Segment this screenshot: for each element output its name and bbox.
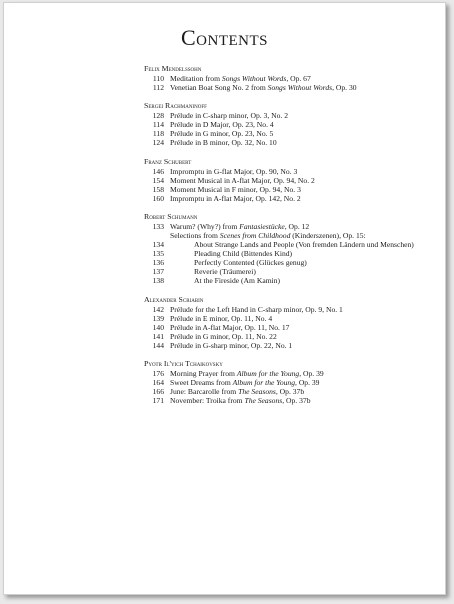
page-number: 135 (152, 249, 164, 259)
entry-title-suffix: , Op. 12 (284, 222, 310, 232)
entry-title (194, 240, 414, 249)
entry-title-text: June: Barcarolle from (170, 387, 239, 397)
entry-title (170, 129, 273, 138)
entry-title-text: Impromptu in G-flat Major, Op. 90, No. 3 (170, 166, 298, 176)
entry-title (170, 74, 311, 83)
entry-title (170, 194, 301, 203)
entry-title (170, 167, 297, 176)
entry-title-text: Prélude in C-sharp minor, Op. 3, No. 2 (170, 111, 289, 121)
composer-section (144, 359, 444, 405)
work-title-italic: Fantasiestücke (239, 222, 285, 232)
entry-title-text: About Strange Lands and People (Von fremden Ländern und Menschen) (194, 240, 414, 250)
composer-heading: Alexander Scriabin (144, 294, 204, 304)
contents-entry (144, 396, 444, 405)
page-number: 164 (152, 378, 164, 388)
contents-entry (144, 120, 444, 129)
entry-title (170, 387, 304, 396)
entry-title-text: Selections from (170, 231, 220, 241)
page-number: 142 (152, 304, 164, 314)
composer-heading: Sergei Rachmaninoff (144, 101, 207, 111)
composer-section (144, 101, 444, 147)
entry-title (170, 323, 289, 332)
contents-entry (144, 231, 444, 240)
contents-entry (144, 185, 444, 194)
page-number: 137 (152, 267, 164, 277)
entry-title (170, 231, 366, 240)
contents-entry (144, 194, 444, 203)
contents-entry (144, 176, 444, 185)
contents-list (144, 64, 444, 415)
entry-title-text: Morning Prayer from (170, 369, 237, 379)
entry-title-suffix: , Op. 37b (275, 387, 305, 397)
contents-entry (144, 314, 444, 323)
contents-entry (144, 332, 444, 341)
page-number: 133 (152, 222, 164, 232)
work-title-italic: The Seasons (238, 387, 276, 397)
contents-entry (144, 240, 444, 249)
entry-title-text: Prélude in E minor, Op. 11, No. 4 (170, 313, 273, 323)
entry-title-text: Prélude in A-flat Major, Op. 11, No. 17 (170, 322, 290, 332)
contents-entry (144, 83, 444, 92)
composer-section (144, 212, 444, 285)
contents-entry (144, 138, 444, 147)
contents-entry (144, 129, 444, 138)
entry-title-text: Meditation from (170, 73, 222, 83)
page-number: 158 (152, 184, 164, 194)
entry-title-text: Moment Musical in A-flat Major, Op. 94, No. 2 (170, 175, 315, 185)
entry-title (194, 249, 292, 258)
entry-title-text: At the Fireside (Am Kamin) (194, 276, 281, 286)
composer-heading: Robert Schumann (144, 212, 198, 222)
work-title-italic: Songs Without Words (221, 73, 287, 83)
page-number: 110 (152, 73, 164, 83)
composer-heading: Franz Schubert (144, 156, 192, 166)
composer-section (144, 64, 444, 92)
entry-title (170, 222, 309, 231)
entry-title-suffix: , Op. 30 (332, 82, 357, 92)
contents-entry (144, 387, 444, 396)
entry-title (170, 332, 277, 341)
work-title-italic: Album for the Young (232, 378, 296, 388)
entry-title-text: Prélude in D Major, Op. 23, No. 4 (170, 120, 274, 130)
entry-title (194, 258, 307, 267)
work-title-italic: The Seasons (244, 396, 283, 406)
contents-entry (144, 167, 444, 176)
composer-section (144, 157, 444, 203)
composer-heading: Felix Mendelssohn (144, 64, 202, 73)
page-number: 144 (152, 340, 164, 350)
page-number: 171 (152, 396, 164, 406)
entry-title (170, 111, 288, 120)
page-number: 114 (152, 120, 164, 130)
entry-title-text: Prélude for the Left Hand in C-sharp minor, Op. 9, No. 1 (170, 304, 343, 314)
entry-title-text: Impromptu in A-flat Major, Op. 142, No. 2 (170, 193, 301, 203)
entry-title-text: Prélude in G minor, Op. 11, No. 22 (170, 331, 277, 341)
work-title-italic: Scenes from Childhood (219, 231, 291, 241)
entry-title-text: Moment Musical in F minor, Op. 94, No. 3 (170, 184, 301, 194)
contents-entry (144, 276, 444, 285)
entry-title-suffix: , Op. 37b (282, 396, 311, 406)
page-number: 138 (152, 276, 164, 286)
contents-entry (144, 305, 444, 314)
page-number: 128 (152, 111, 164, 121)
entry-title-text: Prélude in B minor, Op. 32, No. 10 (170, 138, 277, 148)
contents-entry (144, 222, 444, 231)
entry-title (170, 83, 357, 92)
entry-title (194, 267, 256, 276)
page-number: 124 (152, 138, 164, 148)
entry-title (170, 396, 311, 405)
entry-title-text: November: Troika from (170, 396, 245, 406)
page-number: 112 (152, 82, 164, 92)
page-number: 140 (152, 322, 164, 332)
page-number: 154 (152, 175, 164, 185)
entry-title-text: Prélude in G minor, Op. 23, No. 5 (170, 129, 274, 139)
entry-title-text: Venetian Boat Song No. 2 from (170, 82, 268, 92)
page-number: 134 (152, 240, 164, 250)
entry-title-suffix: , Op. 39 (295, 378, 320, 388)
entry-title-text: Perfectly Contented (Glückes genug) (194, 258, 307, 268)
document-page (3, 2, 446, 595)
entry-title-text: Sweet Dreams from (170, 378, 233, 388)
page-number: 141 (152, 331, 164, 341)
work-title-italic: Album for the Young (236, 369, 300, 379)
entry-title (170, 138, 277, 147)
contents-entry (144, 258, 444, 267)
contents-entry (144, 369, 444, 378)
page-number: 146 (152, 166, 164, 176)
contents-entry (144, 341, 444, 350)
contents-entry (144, 323, 444, 332)
entry-title (170, 314, 272, 323)
page-number: 160 (152, 193, 164, 203)
page-number: 136 (152, 258, 164, 268)
entry-title (170, 120, 274, 129)
contents-entry (144, 111, 444, 120)
page-number: 139 (152, 313, 164, 323)
entry-title (170, 378, 319, 387)
contents-entry (144, 74, 444, 83)
entry-title-suffix: (Kinderszenen), Op. 15: (290, 231, 366, 241)
contents-entry (144, 267, 444, 276)
entry-title-text: Prélude in G-sharp minor, Op. 22, No. 1 (170, 340, 293, 350)
work-title-italic: Songs Without Words (267, 82, 333, 92)
entry-title-text: Warum? (Why?) from (170, 222, 240, 232)
entry-title (170, 305, 343, 314)
composer-section (144, 295, 444, 350)
entry-title-suffix: , Op. 67 (286, 73, 311, 83)
page-number: 118 (152, 129, 164, 139)
page-number: 176 (152, 369, 164, 379)
entry-title (170, 369, 324, 378)
entry-title-suffix: , Op. 39 (299, 369, 324, 379)
page-title: Contents (180, 25, 268, 50)
contents-entry (144, 249, 444, 258)
entry-title (170, 176, 315, 185)
contents-entry (144, 378, 444, 387)
page-number: 166 (152, 387, 164, 397)
entry-title (170, 185, 301, 194)
entry-title (170, 341, 292, 350)
entry-title-text: Pleading Child (Bittendes Kind) (194, 249, 293, 259)
composer-heading: Pyotr Il'yich Tchaikovsky (144, 359, 223, 369)
entry-title (194, 276, 280, 285)
entry-title-text: Reverie (Träumerei) (194, 267, 256, 277)
